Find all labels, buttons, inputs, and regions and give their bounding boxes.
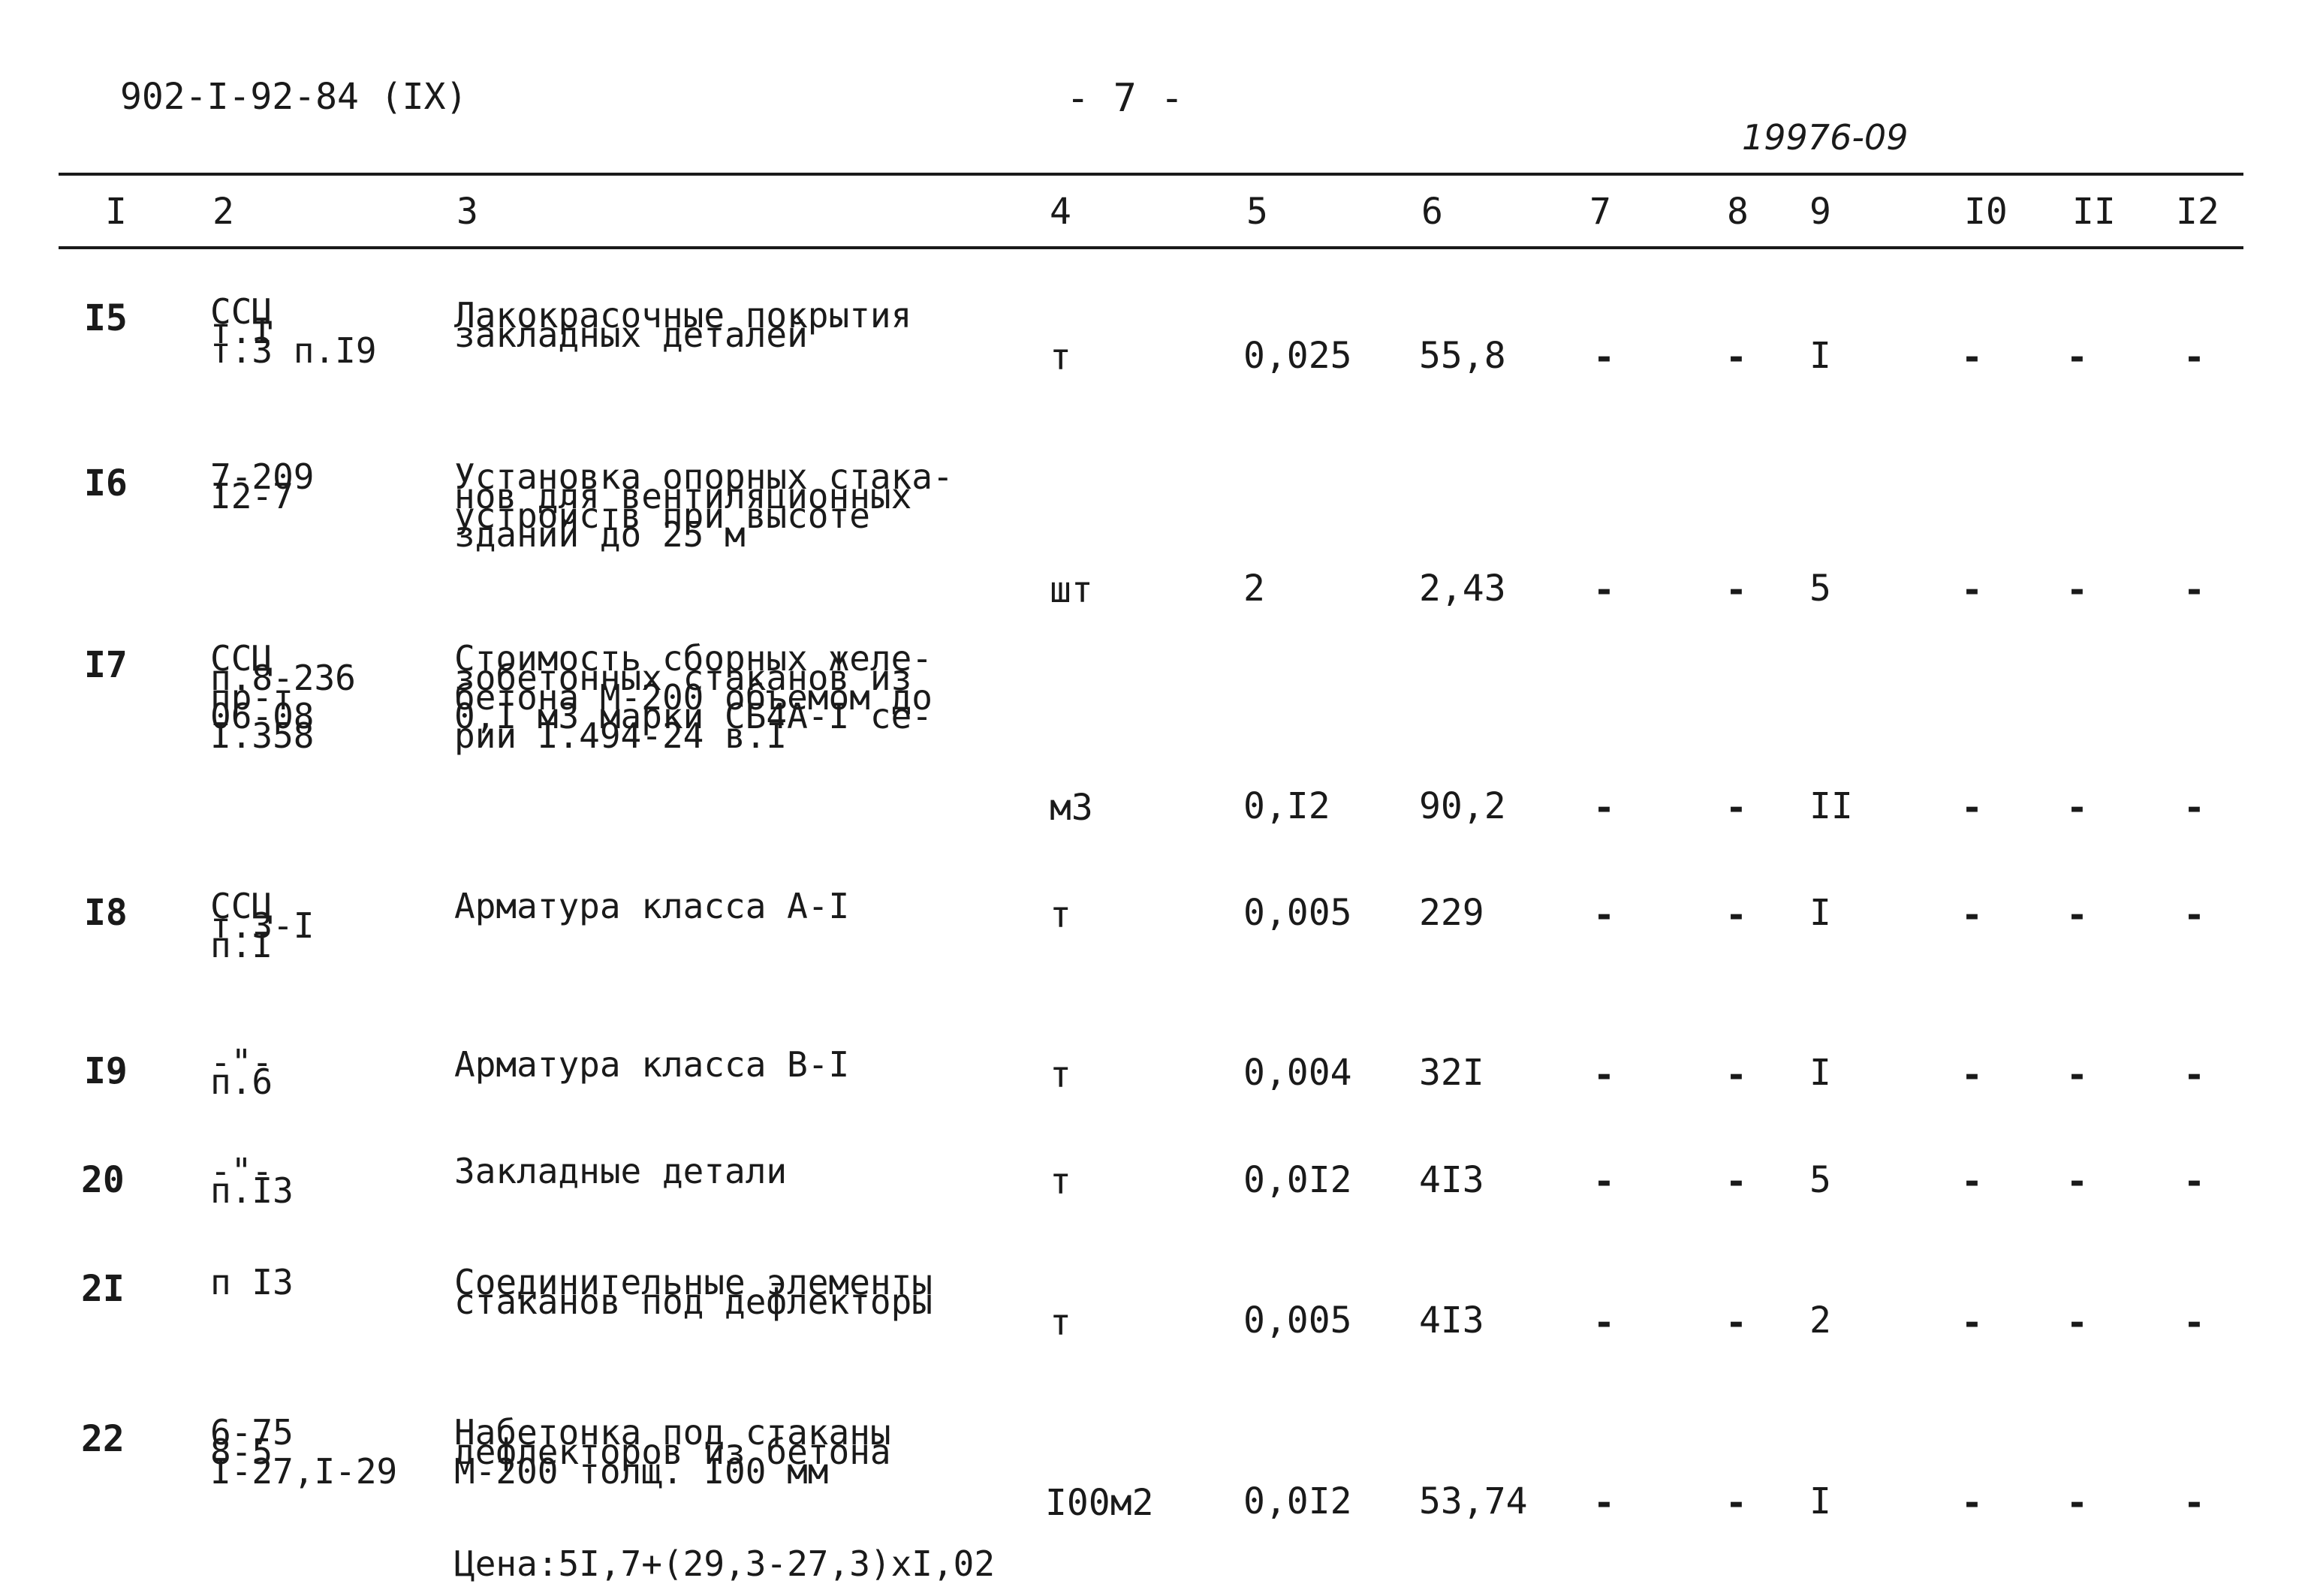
row-price: 90,2 xyxy=(1419,785,1506,827)
table-top-rule xyxy=(59,173,2243,176)
row-col11: - xyxy=(2066,1161,2088,1203)
row-unit: т xyxy=(1050,1054,1071,1096)
row-price: 229 xyxy=(1419,892,1484,934)
row-quantity: 0,0I2 xyxy=(1243,1480,1352,1522)
row-description: Соединительные элементы стаканов под дефлекторы xyxy=(454,1262,933,1322)
row-price: 2,43 xyxy=(1419,568,1506,610)
row-col8: - xyxy=(1725,1302,1747,1344)
row-reference: ССЦ т.I т.3 п.I9 xyxy=(210,291,377,371)
column-header-10: I0 xyxy=(1964,191,2008,233)
row-col8: - xyxy=(1725,1482,1747,1524)
column-header-11: II xyxy=(2072,191,2116,233)
row-col8: - xyxy=(1725,569,1747,611)
row-unit: т xyxy=(1050,1161,1071,1203)
row-col10: - xyxy=(1961,1161,1983,1203)
row-reference: ССЦ т.3-I п.I xyxy=(210,886,315,965)
row-description: Лакокрасочные покрытия закладных деталей xyxy=(454,295,912,355)
row-description: Стоимость сборных желе- зобетонных стаканов из бетона М-200 объемом до 0,I м3 марки СБ4А-I се- рии I.494-24 в.I xyxy=(454,638,933,756)
row-description: Арматура класса А-I xyxy=(454,886,850,926)
row-quantity: 0,005 xyxy=(1243,892,1352,934)
row-col11: - xyxy=(2066,894,2088,936)
row-col8: - xyxy=(1725,336,1747,378)
row-col12: - xyxy=(2183,1302,2205,1344)
column-header-12: I2 xyxy=(2176,191,2219,233)
column-header-7: 7 xyxy=(1589,191,1611,233)
row-number: I8 xyxy=(84,892,128,934)
row-col9: I xyxy=(1809,1480,1831,1522)
row-col11: - xyxy=(2066,1302,2088,1344)
column-header-1: I xyxy=(105,191,127,233)
column-header-6: 6 xyxy=(1421,191,1443,233)
column-header-8: 8 xyxy=(1727,191,1749,233)
row-col12: - xyxy=(2183,894,2205,936)
row-price: 4I3 xyxy=(1419,1299,1484,1342)
row-reference: п I3 xyxy=(210,1262,294,1302)
row-col11: - xyxy=(2066,787,2088,829)
row-col9: II xyxy=(1809,785,1853,827)
row-description: Установка опорных стака- нов для вентиляционных устройств при высоте зданий до 25 м xyxy=(454,456,954,556)
row-col12: - xyxy=(2183,569,2205,611)
row-quantity: 0,005 xyxy=(1243,1299,1352,1342)
row-col10: - xyxy=(1961,787,1983,829)
row-reference: 6-75 8-5 I-27,I-29 xyxy=(210,1412,398,1492)
row-col7: - xyxy=(1593,569,1615,611)
row-quantity: 0,004 xyxy=(1243,1052,1352,1094)
row-description: Набетонка под стаканы дефлекторов из бетона М-200 толщ. I00 мм xyxy=(454,1412,891,1492)
row-reference: ССЦ п.8-236 пр-т 06-08 I.358 xyxy=(210,638,356,756)
row-col7: - xyxy=(1593,787,1615,829)
column-header-3: 3 xyxy=(456,191,478,233)
row-col7: - xyxy=(1593,1161,1615,1203)
row-col12: - xyxy=(2183,1161,2205,1203)
row-number: 2I xyxy=(81,1268,125,1310)
row-col8: - xyxy=(1725,1054,1747,1096)
row-col12: - xyxy=(2183,1482,2205,1524)
row-col8: - xyxy=(1725,894,1747,936)
row-col12: - xyxy=(2183,1054,2205,1096)
row-col9: I xyxy=(1809,892,1831,934)
page-number: - 7 - xyxy=(1066,76,1184,121)
row-col7: - xyxy=(1593,1482,1615,1524)
row-quantity: 0,I2 xyxy=(1243,785,1330,827)
row-col10: - xyxy=(1961,894,1983,936)
row-col9: 2 xyxy=(1809,1299,1831,1342)
row-description: Арматура класса В-I xyxy=(454,1044,850,1085)
column-header-4: 4 xyxy=(1050,191,1071,233)
document-stamp: 19976-09 xyxy=(1742,117,1909,158)
row-reference: -"- п.6 xyxy=(210,1042,273,1102)
row-col7: - xyxy=(1593,1054,1615,1096)
row-number: 20 xyxy=(81,1159,125,1201)
row-description: Закладные детали xyxy=(454,1151,788,1191)
row-price: 53,74 xyxy=(1419,1480,1528,1522)
row-price: 32I xyxy=(1419,1052,1484,1094)
row-unit: т xyxy=(1050,894,1071,936)
row-number: I7 xyxy=(84,644,128,686)
row-col9: 5 xyxy=(1809,1159,1831,1201)
row-col12: - xyxy=(2183,336,2205,378)
row-number: I6 xyxy=(84,462,128,504)
row-col7: - xyxy=(1593,1302,1615,1344)
row-unit: т xyxy=(1050,336,1071,378)
row-col9: I xyxy=(1809,335,1831,377)
row-col8: - xyxy=(1725,1161,1747,1203)
row-col10: - xyxy=(1961,1482,1983,1524)
row-col7: - xyxy=(1593,894,1615,936)
document-code: 902-I-92-84 (IX) xyxy=(120,76,468,118)
row-price: 4I3 xyxy=(1419,1159,1484,1201)
row-col11: - xyxy=(2066,1482,2088,1524)
column-header-9: 9 xyxy=(1809,191,1831,233)
row-reference: -"- п.I3 xyxy=(210,1151,294,1211)
row-quantity: 0,025 xyxy=(1243,335,1352,377)
row-unit: шт xyxy=(1050,569,1093,611)
column-header-2: 2 xyxy=(212,191,234,233)
row-quantity: 0,0I2 xyxy=(1243,1159,1352,1201)
column-header-5: 5 xyxy=(1246,191,1268,233)
row-unit: I00м2 xyxy=(1045,1482,1154,1524)
price-note: Цена:5I,7+(29,3-27,3)хI,02 xyxy=(454,1543,996,1584)
row-number: 22 xyxy=(81,1418,125,1460)
row-col10: - xyxy=(1961,1054,1983,1096)
row-number: I9 xyxy=(84,1050,128,1092)
row-reference: 7-209 I2-7 xyxy=(210,456,315,516)
row-col11: - xyxy=(2066,336,2088,378)
row-unit: т xyxy=(1050,1302,1071,1344)
row-col10: - xyxy=(1961,569,1983,611)
row-price: 55,8 xyxy=(1419,335,1506,377)
row-col10: - xyxy=(1961,336,1983,378)
row-col12: - xyxy=(2183,787,2205,829)
row-col7: - xyxy=(1593,336,1615,378)
row-col9: I xyxy=(1809,1052,1831,1094)
row-col8: - xyxy=(1725,787,1747,829)
row-col11: - xyxy=(2066,569,2088,611)
row-quantity: 2 xyxy=(1243,568,1265,610)
row-col11: - xyxy=(2066,1054,2088,1096)
row-col9: 5 xyxy=(1809,568,1831,610)
row-col10: - xyxy=(1961,1302,1983,1344)
row-unit: м3 xyxy=(1050,787,1093,829)
row-number: I5 xyxy=(84,297,128,339)
table-header-rule xyxy=(59,246,2243,249)
